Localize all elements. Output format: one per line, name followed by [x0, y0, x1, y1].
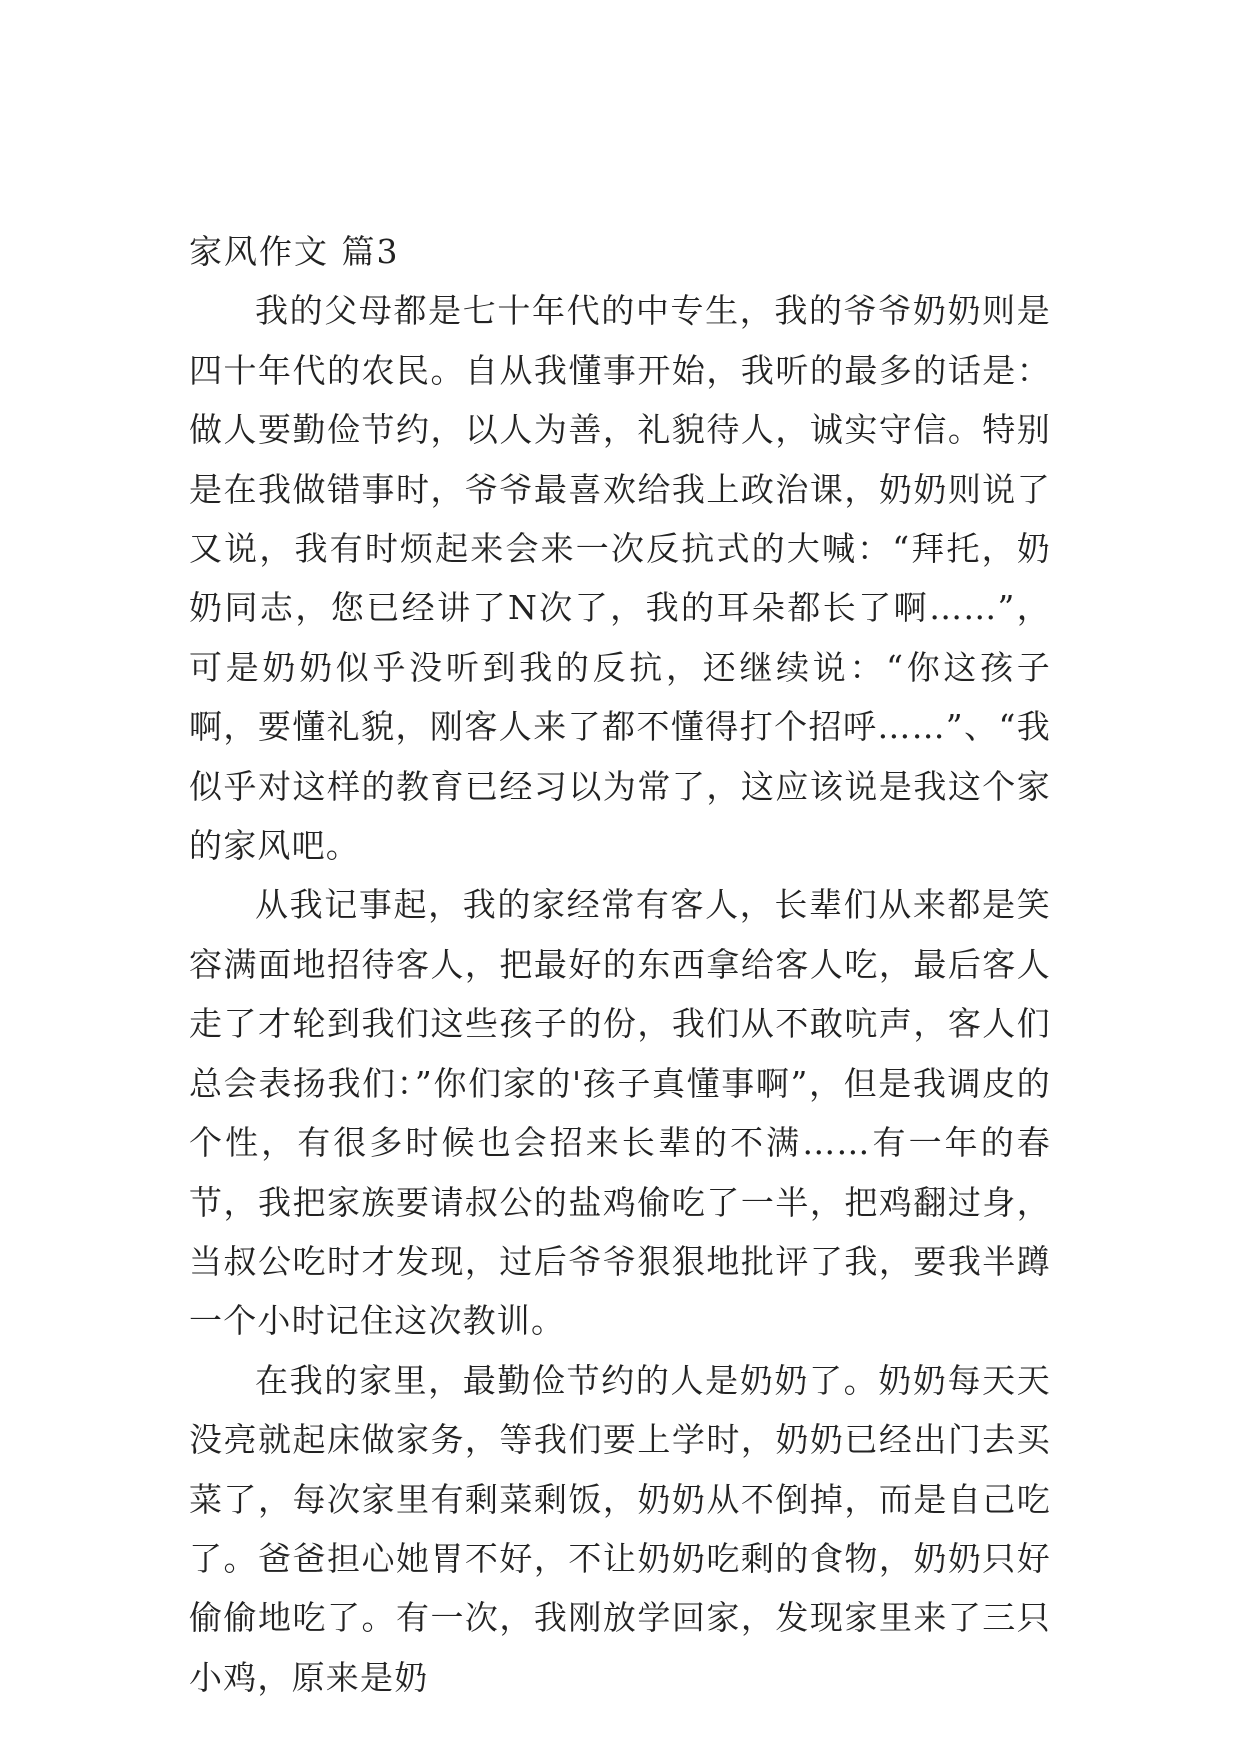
paragraph-3: 在我的家里，最勤俭节约的人是奶奶了。奶奶每天天没亮就起床做家务，等我们要上学时，奶奶已经出门去买菜了，每次家里有剩菜剩饭，奶奶从不倒掉，而是自己吃了。爸爸担心她胃不好，不让奶奶吃剩的食物，奶奶只好偷偷地吃了。有一次，我刚放学回家，发现家里来了三只小鸡，原来是奶	[189, 1360, 1051, 1697]
essay-title: 家风作文 篇3	[189, 232, 400, 271]
paragraph-1: 我的父母都是七十年代的中专生，我的爷爷奶奶则是四十年代的农民。自从我懂事开始，我听的最多的话是：做人要勤俭节约，以人为善，礼貌待人，诚实守信。特别是在我做错事时，爷爷最喜欢给我上政治课，奶奶则说了又说，我有时烦起来会来一次反抗式的大喊：“拜托，奶奶同志，您已经讲了N次了，我的耳朵都长了啊……”，可是奶奶似乎没听到我的反抗，还继续说：“你这孩子啊，要懂礼貌，刚客人来了都不懂得打个招呼……”、“我似乎对这样的教育已经习以为常了，这应该说是我这个家的家风吧。	[189, 291, 1051, 866]
paragraph-2: 从我记事起，我的家经常有客人，长辈们从来都是笑容满面地招待客人，把最好的东西拿给客人吃，最后客人走了才轮到我们这些孩子的份，我们从不敢吭声，客人们总会表扬我们：”你们家的'孩子真懂事啊”，但是我调皮的个性，有很多时候也会招来长辈的不满……有一年的春节，我把家族要请叔公的盐鸡偷吃了一半，把鸡翻过身，当叔公吃时才发现，过后爷爷狠狠地批评了我，要我半蹲一个小时记住这次教训。	[189, 885, 1051, 1341]
document-body	[189, 222, 1051, 1707]
